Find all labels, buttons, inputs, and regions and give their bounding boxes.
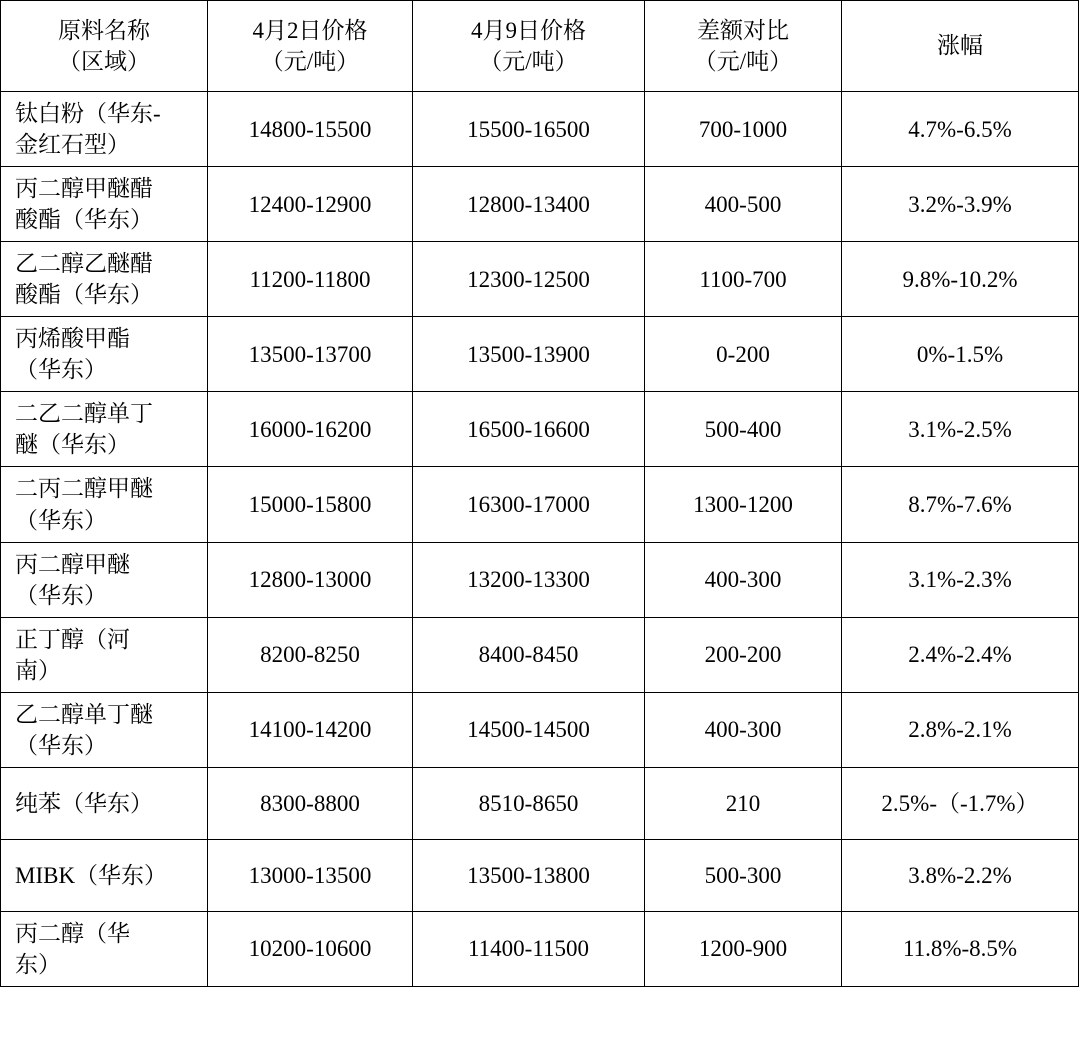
cell-change-rate: 3.1%-2.5%: [842, 392, 1079, 467]
cell-price-apr2: 12400-12900: [208, 167, 413, 242]
cell-change-rate: 2.8%-2.1%: [842, 692, 1079, 767]
material-name-line: 醚（华东）: [15, 432, 130, 458]
material-name-line: 丙二醇（华: [15, 920, 130, 946]
cell-price-apr9: 16300-17000: [413, 467, 645, 542]
column-header-line: 差额对比: [697, 17, 789, 43]
cell-difference: 400-500: [645, 167, 842, 242]
column-header-difference: [645, 1, 842, 92]
cell-change-rate: 2.5%-（-1.7%）: [842, 767, 1079, 839]
cell-difference: 210: [645, 767, 842, 839]
material-name-line: （华东）: [15, 732, 107, 758]
material-name-line: （华东）: [15, 357, 107, 383]
cell-difference: 0-200: [645, 317, 842, 392]
cell-price-apr2: 14800-15500: [208, 92, 413, 167]
cell-change-rate: 4.7%-6.5%: [842, 92, 1079, 167]
cell-price-apr9: 13500-13900: [413, 317, 645, 392]
material-name-line: 金红石型）: [15, 132, 130, 158]
cell-difference: 500-300: [645, 839, 842, 911]
material-name-line: （华东）: [15, 582, 107, 608]
material-name-line: 丙烯酸甲酯: [15, 326, 130, 352]
cell-material-name: [1, 542, 208, 617]
cell-material-name: [1, 767, 208, 839]
cell-difference: 1100-700: [645, 242, 842, 317]
table-row: [1, 92, 1079, 167]
cell-price-apr2: 14100-14200: [208, 692, 413, 767]
cell-price-apr9: 13500-13800: [413, 839, 645, 911]
cell-material-name: [1, 467, 208, 542]
cell-price-apr2: 8300-8800: [208, 767, 413, 839]
table-row: [1, 767, 1079, 839]
material-name-line: 东）: [15, 951, 61, 977]
cell-price-apr2: 11200-11800: [208, 242, 413, 317]
cell-change-rate: 0%-1.5%: [842, 317, 1079, 392]
column-header-line: 4月9日价格: [471, 17, 586, 43]
cell-price-apr9: 8400-8450: [413, 617, 645, 692]
table-row: [1, 467, 1079, 542]
table-row: [1, 392, 1079, 467]
cell-change-rate: 11.8%-8.5%: [842, 911, 1079, 986]
material-name-line: MIBK（华东）: [15, 862, 168, 888]
material-name-line: （华东）: [15, 507, 107, 533]
table-row: [1, 542, 1079, 617]
cell-price-apr9: 8510-8650: [413, 767, 645, 839]
cell-price-apr9: 16500-16600: [413, 392, 645, 467]
cell-change-rate: 3.1%-2.3%: [842, 542, 1079, 617]
cell-material-name: [1, 911, 208, 986]
cell-price-apr9: 14500-14500: [413, 692, 645, 767]
table-row: [1, 692, 1079, 767]
cell-difference: 400-300: [645, 542, 842, 617]
material-name-line: 酸酯（华东）: [15, 207, 153, 233]
cell-price-apr9: 12800-13400: [413, 167, 645, 242]
material-name-line: 丙二醇甲醚醋: [15, 176, 153, 202]
table-row: [1, 839, 1079, 911]
table-row: [1, 317, 1079, 392]
cell-material-name: [1, 167, 208, 242]
cell-change-rate: 2.4%-2.4%: [842, 617, 1079, 692]
cell-difference: 1300-1200: [645, 467, 842, 542]
cell-price-apr2: 10200-10600: [208, 911, 413, 986]
column-header-line: （元/吨）: [693, 49, 793, 74]
material-name-line: 二乙二醇单丁: [15, 401, 153, 427]
cell-price-apr2: 15000-15800: [208, 467, 413, 542]
cell-price-apr9: 15500-16500: [413, 92, 645, 167]
table-body: [1, 92, 1079, 987]
cell-change-rate: 8.7%-7.6%: [842, 467, 1079, 542]
column-header-change-rate: [842, 1, 1079, 92]
cell-material-name: [1, 617, 208, 692]
column-header-line: 原料名称: [58, 17, 150, 43]
column-header-line: （元/吨）: [260, 49, 360, 74]
column-header-line: （区域）: [58, 49, 150, 74]
material-name-line: 南）: [15, 657, 61, 683]
cell-difference: 500-400: [645, 392, 842, 467]
cell-difference: 200-200: [645, 617, 842, 692]
column-header-line: 4月2日价格: [252, 17, 368, 43]
material-name-line: 乙二醇单丁醚: [15, 701, 153, 727]
cell-price-apr9: 12300-12500: [413, 242, 645, 317]
cell-price-apr2: 8200-8250: [208, 617, 413, 692]
material-name-line: 正丁醇（河: [15, 626, 130, 652]
material-name-line: 乙二醇乙醚醋: [15, 251, 153, 277]
material-name-line: 酸酯（华东）: [15, 282, 153, 308]
cell-price-apr2: 12800-13000: [208, 542, 413, 617]
cell-material-name: [1, 92, 208, 167]
material-name-line: 钛白粉（华东-: [15, 101, 161, 126]
material-name-line: 纯苯（华东）: [15, 790, 153, 816]
table-header: [1, 1, 1079, 92]
cell-price-apr2: 16000-16200: [208, 392, 413, 467]
column-header-line: （元/吨）: [479, 49, 578, 74]
cell-price-apr9: 11400-11500: [413, 911, 645, 986]
material-name-line: 二丙二醇甲醚: [15, 476, 153, 502]
cell-price-apr9: 13200-13300: [413, 542, 645, 617]
cell-change-rate: 3.2%-3.9%: [842, 167, 1079, 242]
cell-material-name: [1, 392, 208, 467]
table-row: [1, 242, 1079, 317]
table-row: [1, 911, 1079, 986]
column-header-material-name: [1, 1, 208, 92]
table-row: [1, 167, 1079, 242]
cell-material-name: [1, 839, 208, 911]
cell-material-name: [1, 242, 208, 317]
column-header-line: 涨幅: [937, 33, 983, 59]
material-name-line: 丙二醇甲醚: [15, 551, 130, 577]
cell-difference: 1200-900: [645, 911, 842, 986]
table-header-row: [1, 1, 1079, 92]
cell-difference: 400-300: [645, 692, 842, 767]
cell-price-apr2: 13000-13500: [208, 839, 413, 911]
cell-material-name: [1, 692, 208, 767]
cell-material-name: [1, 317, 208, 392]
table-row: [1, 617, 1079, 692]
cell-change-rate: 3.8%-2.2%: [842, 839, 1079, 911]
cell-difference: 700-1000: [645, 92, 842, 167]
column-header-price-apr2: [208, 1, 413, 92]
cell-change-rate: 9.8%-10.2%: [842, 242, 1079, 317]
cell-price-apr2: 13500-13700: [208, 317, 413, 392]
column-header-price-apr9: [413, 1, 645, 92]
